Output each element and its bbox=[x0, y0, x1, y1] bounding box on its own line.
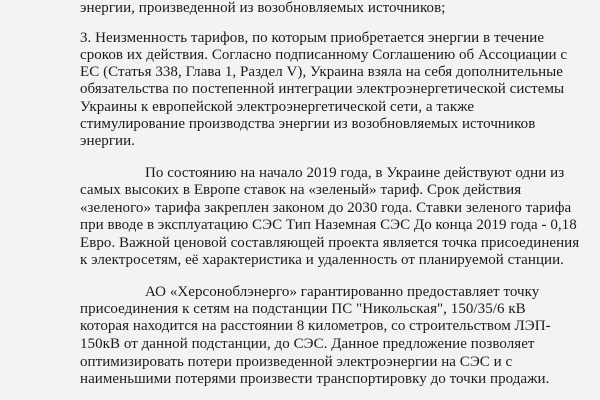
document-line: оптимизировать потери произведенной электроэнергии на СЭС и с bbox=[80, 354, 513, 370]
document-line: По состоянию на начало 2019 года, в Украине действуют одни из bbox=[145, 165, 565, 181]
document-line: наименьшими потерями произвести транспортировку до точки продажи. bbox=[80, 371, 550, 387]
document-line: сроков их действия. Согласно подписанному Соглашению об Ассоциации с bbox=[80, 47, 568, 63]
document-line: энергии. bbox=[80, 133, 135, 149]
document-line: АО «Херсоноблэнерго» гарантированно предоставляет точку bbox=[145, 284, 540, 300]
document-line: ЕС (Статья 338, Глава 1, Раздел V), Украина взяла на себя дополнительные bbox=[80, 64, 564, 80]
document-line: 150кВ от данной подстанции, до СЭС. Данное предложение позволяет bbox=[80, 336, 535, 352]
document-line: к электросетям, её характеристика и удаленность от планируемой станции. bbox=[80, 252, 564, 268]
document-line: при вводе в эксплуатацию СЭС Тип Наземная СЭС До конца 2019 года - 0,18 bbox=[80, 217, 577, 233]
document-line: обязательства по постепенной интеграции электроэнергетической системы bbox=[80, 81, 565, 97]
document-line: «зеленого» тарифа закреплен законом до 2030 года. Ставки зеленого тарифа bbox=[80, 200, 572, 216]
document-line: которая находится на расстоянии 8 километров, со строительством ЛЭП- bbox=[80, 318, 551, 334]
document-line: присоединения к сетям на подстанции ПС "Никольская", 150/35/6 кВ bbox=[80, 301, 526, 317]
document-line: энергии, произведенной из возобновляемых источников; bbox=[80, 0, 446, 16]
document-line: Украины к европейской электроэнергетической сети, а также bbox=[80, 99, 475, 115]
document-line: 3. Неизменность тарифов, по которым приобретается энергии в течение bbox=[80, 30, 545, 46]
document-line: Евро. Важной ценовой составляющей проекта является точка присоединения bbox=[80, 235, 580, 251]
document-line: самых высоких в Европе ставок на «зеленый» тариф. Срок действия bbox=[80, 182, 522, 198]
document-line: стимулирование производства энергии из возобновляемых источников bbox=[80, 116, 536, 132]
